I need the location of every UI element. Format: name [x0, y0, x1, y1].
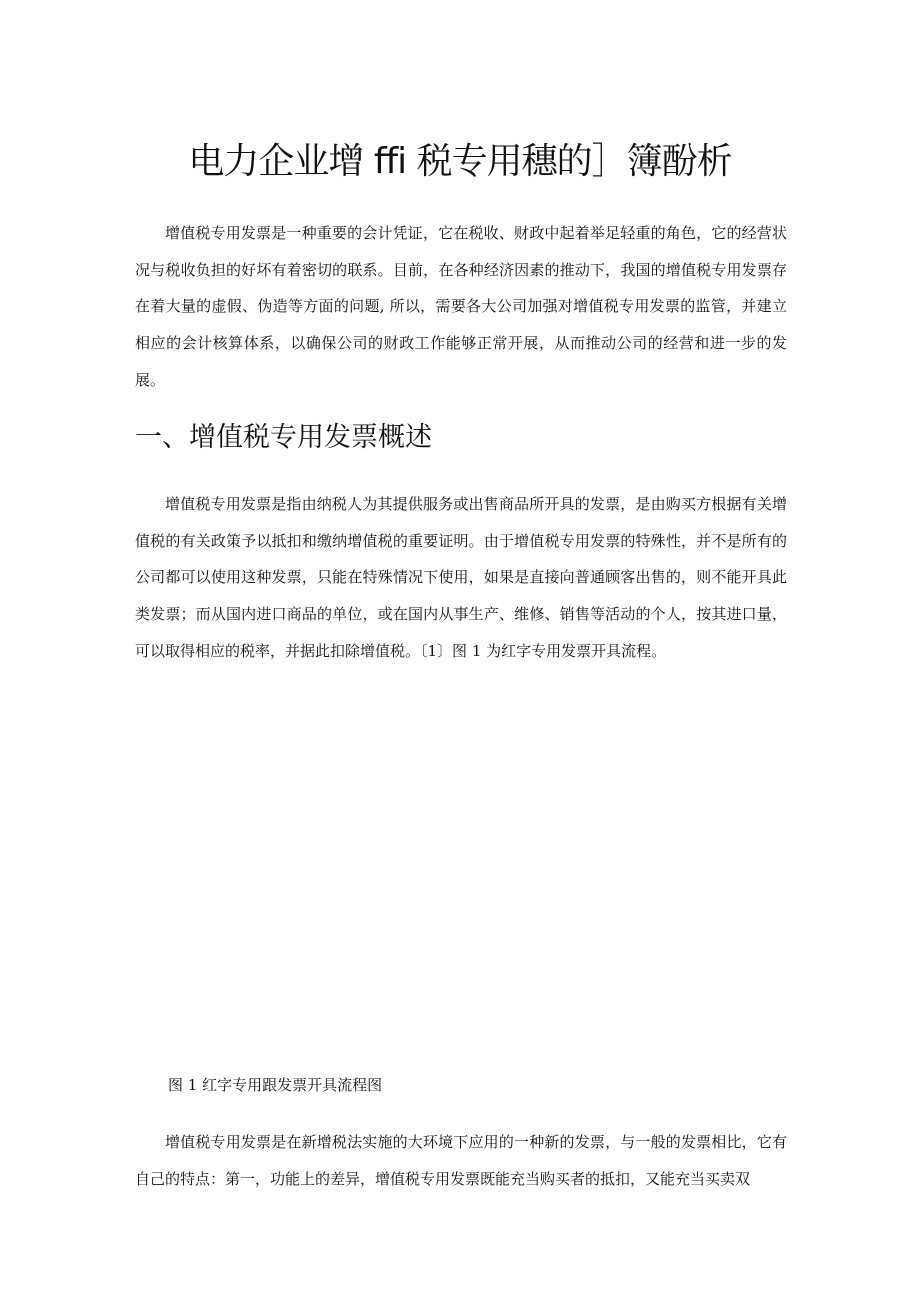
figure-placeholder — [135, 690, 787, 1060]
document-title: 电力企业增 ffi 税专用穗的］簿酚析 — [188, 141, 732, 182]
section-heading: 一、增值税专用发票概述 — [135, 422, 432, 453]
figure-caption: 图 1 红字专用跟发票开具流程图 — [168, 1076, 383, 1094]
section-paragraph: 增值税专用发票是指由纳税人为其提供服务或出售商品所开具的发票，是由购买方根据有关增值税的有关政策予以抵扣和缴纳增值税的重要证明。由于增值税专用发票的特殊性，并不是所有的公司都可以使用这种发票，只能在特殊情况下使用，如果是直接向普通顾客出售的，则不能开具此类发票；而从国内进口商品的单位，或在国内从事生产、维修、销售等活动的个人，按其进口量，可以取得相应的税率，并据此扣除增值税。〔1〕图 1 为红字专用发票开具流程。 — [135, 495, 787, 660]
intro-paragraph: 增值税专用发票是一种重要的会计凭证，它在税收、财政中起着举足轻重的角色，它的经营状况与税收负担的好坏有着密切的联系。目前，在各种经济因素的推动下，我国的增值税专用发票存在着大量的虚假、伪造等方面的问题, 所以，需要各大公司加强对增值税专用发票的监管，并建立相应的会计核算体系，以确保公司的财政工作能够正常开展，从而推动公司的经营和进一步的发展。 — [135, 224, 787, 389]
section-paragraph: 增值税专用发票是在新增税法实施的大环境下应用的一种新的发票，与一般的发票相比，它有自己的特点：第一，功能上的差异，增值税专用发票既能充当购买者的抵扣，又能充当买卖双 — [135, 1133, 787, 1188]
